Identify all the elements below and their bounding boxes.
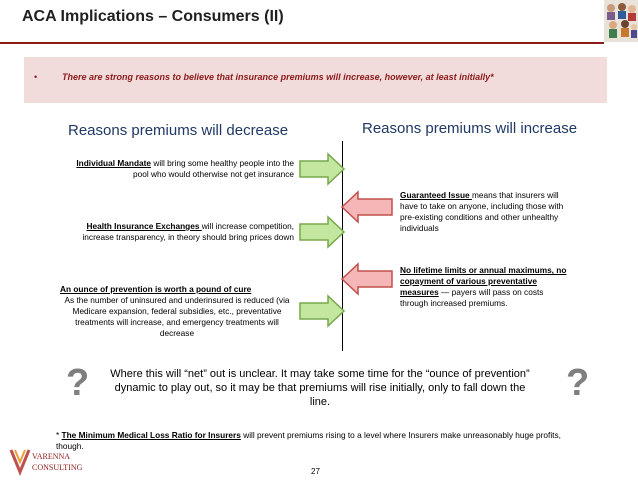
reason-text: — payers will pass on costs through increased premiums. bbox=[400, 287, 544, 308]
question-mark-icon: ? bbox=[566, 362, 590, 404]
reason-text: means that insurers will have to take on anyone, including those with pre-existing conditions and other unhealthy individuals bbox=[400, 190, 564, 233]
footnote-lead: The Minimum Medical Loss Ratio for Insurers bbox=[61, 430, 241, 440]
reason-guaranteed-issue bbox=[400, 190, 570, 234]
people-photo-image bbox=[604, 0, 638, 42]
footnote-star: * bbox=[56, 430, 62, 440]
varenna-consulting-logo bbox=[8, 442, 86, 479]
banner-bullet: • bbox=[34, 72, 38, 82]
green-arrow-right-icon bbox=[298, 294, 346, 328]
reason-no-lifetime-limits bbox=[400, 265, 572, 309]
logo-line2: CONSULTING bbox=[32, 463, 83, 472]
green-arrow-right-icon bbox=[298, 215, 346, 249]
footnote bbox=[56, 430, 576, 452]
green-arrow-right-icon bbox=[298, 152, 346, 186]
red-arrow-left-icon bbox=[340, 262, 394, 296]
banner-text: There are strong reasons to believe that insurance premiums will increase, however, at least initially* bbox=[62, 72, 494, 82]
reason-individual-mandate bbox=[62, 158, 294, 180]
reason-prevention bbox=[60, 284, 294, 339]
increase-heading: Reasons premiums will increase bbox=[362, 120, 578, 137]
decrease-heading: Reasons premiums will decrease bbox=[68, 122, 289, 139]
reason-text: will increase competition, increase transparency, in theory should bring prices down bbox=[82, 221, 294, 242]
reason-lead: Guaranteed Issue bbox=[400, 190, 472, 200]
reason-text: will bring some healthy people into the pool who would otherwise not get insurance bbox=[133, 158, 294, 179]
red-arrow-left-icon bbox=[340, 190, 394, 224]
reason-lead: No lifetime limits or annual maximums, no copayment of various preventative measures bbox=[400, 265, 567, 297]
reason-text: As the number of uninsured and underinsured is reduced (via Medicare expansion, federal subsidies, etc., preventative treatments will increase, and emergency treatments will decrease bbox=[64, 295, 290, 338]
page-title: ACA Implications – Consumers (II) bbox=[22, 8, 284, 25]
net-outcome-text: Where this will “net” out is unclear. It may take some time for the “ounce of prevention” dynamic to play out, so it may be that premiums will rise initially, only to fall down the line. bbox=[110, 368, 530, 408]
reason-lead: Health Insurance Exchanges bbox=[86, 221, 202, 231]
page-number: 27 bbox=[311, 467, 320, 476]
footnote-text: will prevent premiums rising to a level where Insurers make unreasonably huge profits, though. bbox=[56, 430, 561, 451]
reason-health-insurance-exchanges bbox=[62, 221, 294, 243]
question-mark-icon: ? bbox=[66, 362, 90, 404]
reason-lead: Individual Mandate bbox=[76, 158, 152, 168]
reason-lead: An ounce of prevention is worth a pound of cure bbox=[60, 284, 252, 294]
title-divider bbox=[0, 42, 604, 44]
logo-line1: VARENNA bbox=[32, 452, 71, 461]
